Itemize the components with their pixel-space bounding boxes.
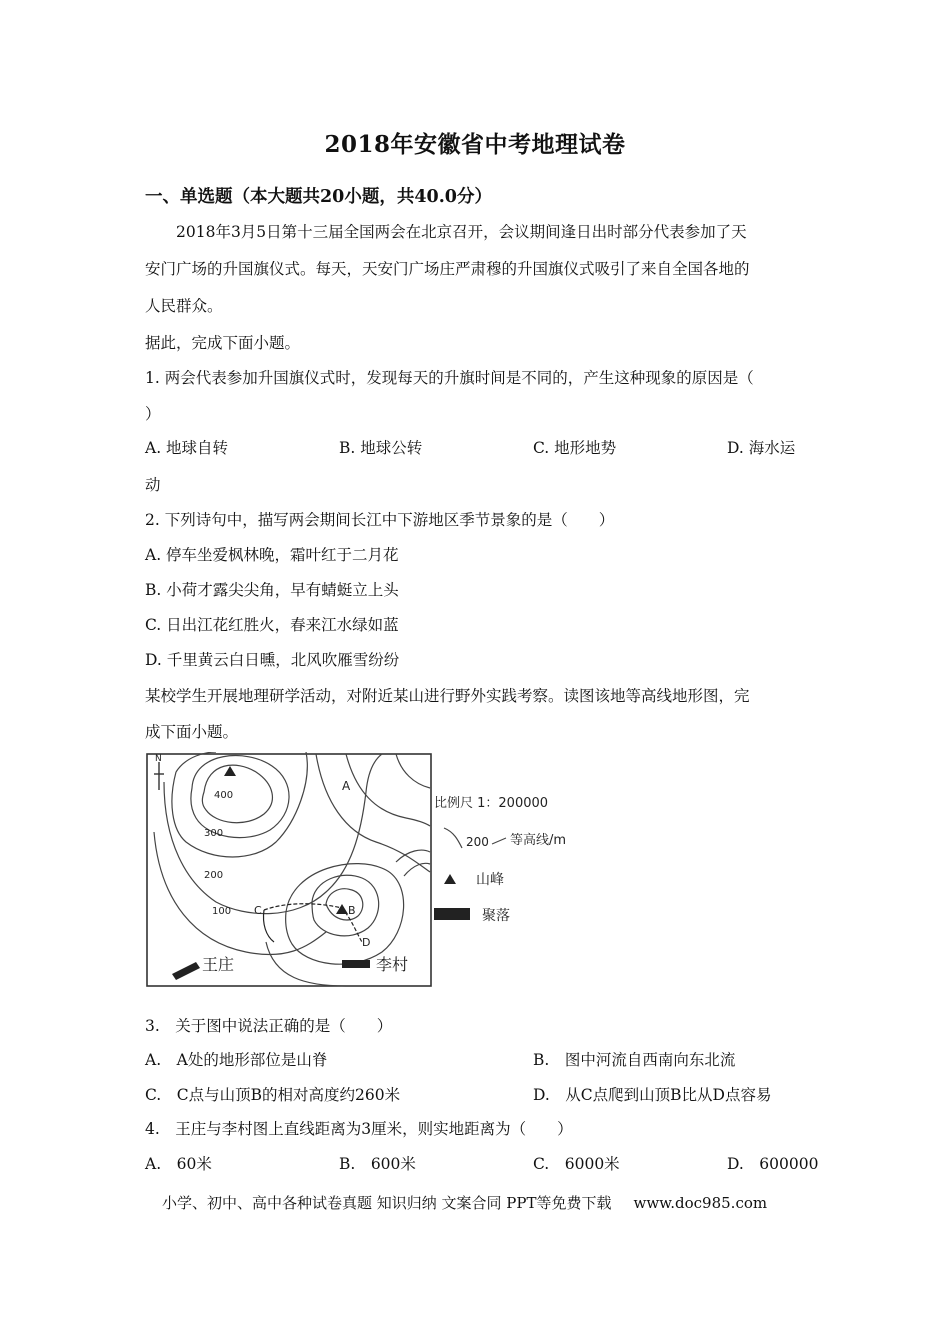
contour-label: 100 (212, 906, 232, 917)
footer-text: 小学、初中、高中各种试卷真题 知识归纳 文案合同 PPT等免费下载 (162, 1194, 612, 1212)
q1-option-c: C. 地形地势 (533, 439, 617, 457)
q1-option-d-wrap: 动 (145, 476, 161, 494)
q4-option-c: C. 6000米 (533, 1155, 620, 1173)
point-b-label: B (348, 904, 356, 917)
peak-legend-icon (444, 874, 456, 884)
q4-option-a: A. 60米 (145, 1155, 212, 1173)
question-1-stem: 1. 两会代表参加升国旗仪式时，发现每天的升旗时间是不同的，产生这种现象的原因是（ (145, 369, 754, 387)
question-2-stem: 2. 下列诗句中，描写两会期间长江中下游地区季节景象的是（ ） (145, 511, 615, 529)
section-heading: 一、单选题（本大题共20小题，共40.0分） (145, 187, 492, 207)
point-d-label: D (362, 936, 371, 949)
q2-option-d: D. 千里黄云白日曛，北风吹雁雪纷纷 (145, 651, 400, 669)
contour-legend-label: 等高线/m (510, 833, 567, 848)
contour-legend-icon (444, 828, 462, 848)
point-c-label: C (254, 904, 262, 917)
contour-legend-value: 200 (466, 835, 489, 849)
page-title: 2018年安徽省中考地理试卷 (324, 131, 626, 158)
q2-option-b: B. 小荷才露尖尖角，早有蜻蜓立上头 (145, 581, 399, 599)
contour-map (146, 752, 596, 992)
peak-legend-label: 山峰 (476, 872, 504, 888)
passage-line: 2018年3月5日第十三届全国两会在北京召开，会议期间逢日出时部分代表参加了天 (145, 223, 747, 241)
q4-option-b: B. 600米 (339, 1155, 416, 1173)
question-4-stem: 4. 王庄与李村图上直线距离为3厘米，则实地距离为（ ） (145, 1120, 573, 1138)
settlement-icon (342, 960, 370, 968)
q3-option-b: B. 图中河流自西南向东北流 (533, 1051, 736, 1069)
q4-option-d: D. 600000 (727, 1155, 819, 1173)
north-label: N (155, 754, 162, 764)
passage-line: 安门广场的升国旗仪式。每天，天安门广场庄严肃穆的升国旗仪式吸引了来自全国各地的 (145, 260, 750, 278)
map-frame (147, 754, 431, 986)
q1-option-b: B. 地球公转 (339, 439, 423, 457)
q3-option-a: A. A处的地形部位是山脊 (145, 1051, 328, 1069)
question-1-stem-cont: ） (145, 405, 161, 423)
passage-line: 某校学生开展地理研学活动，对附近某山进行野外实践考察。读图该地等高线地形图，完 (145, 687, 750, 705)
page-footer (162, 1192, 767, 1213)
settlement-legend-icon (434, 908, 470, 920)
passage-line: 人民群众。 (145, 297, 223, 315)
q1-option-a: A. 地球自转 (145, 439, 229, 457)
village-li: 李村 (376, 955, 409, 974)
q1-option-d: D. 海水运 (727, 439, 796, 457)
point-a-label: A (342, 779, 351, 793)
q2-option-c: C. 日出江花红胜火，春来江水绿如蓝 (145, 616, 399, 634)
footer-url[interactable]: www.doc985.com (633, 1194, 768, 1212)
village-wang: 王庄 (202, 955, 235, 974)
q3-option-d: D. 从C点爬到山顶B比从D点容易 (533, 1086, 772, 1104)
passage-line: 成下面小题。 (145, 723, 239, 741)
q3-option-c: C. C点与山顶B的相对高度约260米 (145, 1086, 401, 1104)
contour-label: 400 (214, 790, 234, 801)
instruction: 据此，完成下面小题。 (145, 334, 301, 352)
contour-label: 300 (204, 828, 224, 839)
contour-label: 200 (204, 870, 224, 881)
settlement-legend-label: 聚落 (482, 908, 510, 924)
q2-option-a: A. 停车坐爱枫林晚，霜叶红于二月花 (145, 546, 399, 564)
map-scale: 比例尺 1：200000 (434, 796, 549, 811)
question-3-stem: 3. 关于图中说法正确的是（ ） (145, 1017, 393, 1035)
